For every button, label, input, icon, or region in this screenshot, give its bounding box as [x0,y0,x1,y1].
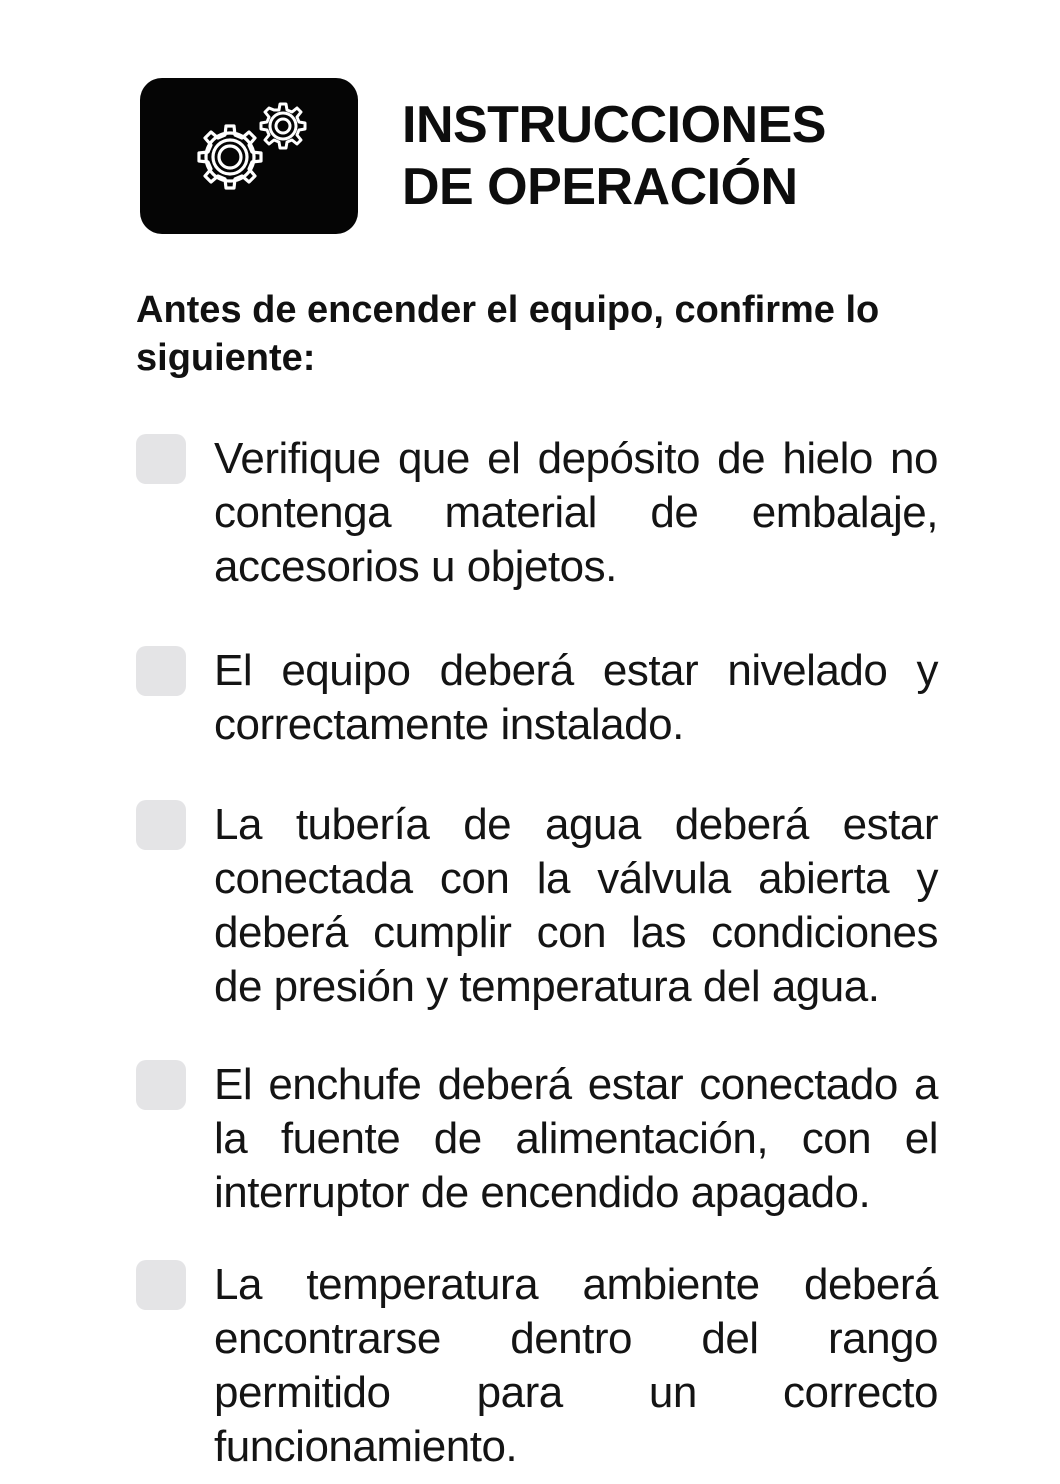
checkbox[interactable] [136,800,186,850]
checkbox[interactable] [136,646,186,696]
title-line-2: DE OPERACIÓN [402,158,798,216]
checklist-item-text: La temperatura ambiente deberá encontrarse dentro del rango permitido para un correcto funcionamiento. [214,1260,938,1471]
page-title [402,94,922,218]
checklist-item-text: Verifique que el depósito de hielo no contenga material de embalaje, accesorios u objetos. [214,434,938,591]
checkbox[interactable] [136,1060,186,1110]
checklist-item-text: La tubería de agua deberá estar conectada con la válvula abierta y deberá cumplir con las condiciones de presión y temperatura del agua. [214,800,938,1011]
checkbox[interactable] [136,1260,186,1310]
checkbox[interactable] [136,434,186,484]
gears-icon [140,78,358,234]
title-line-1: INSTRUCCIONES [402,96,826,154]
checklist-item-text: El equipo deberá estar nivelado y correctamente instalado. [214,646,938,749]
intro-text: Antes de encender el equipo, confirme lo siguiente: [136,289,880,379]
checklist-item-text: El enchufe deberá estar conectado a la fuente de alimentación, con el interruptor de encendido apagado. [214,1060,938,1217]
header [140,78,922,234]
